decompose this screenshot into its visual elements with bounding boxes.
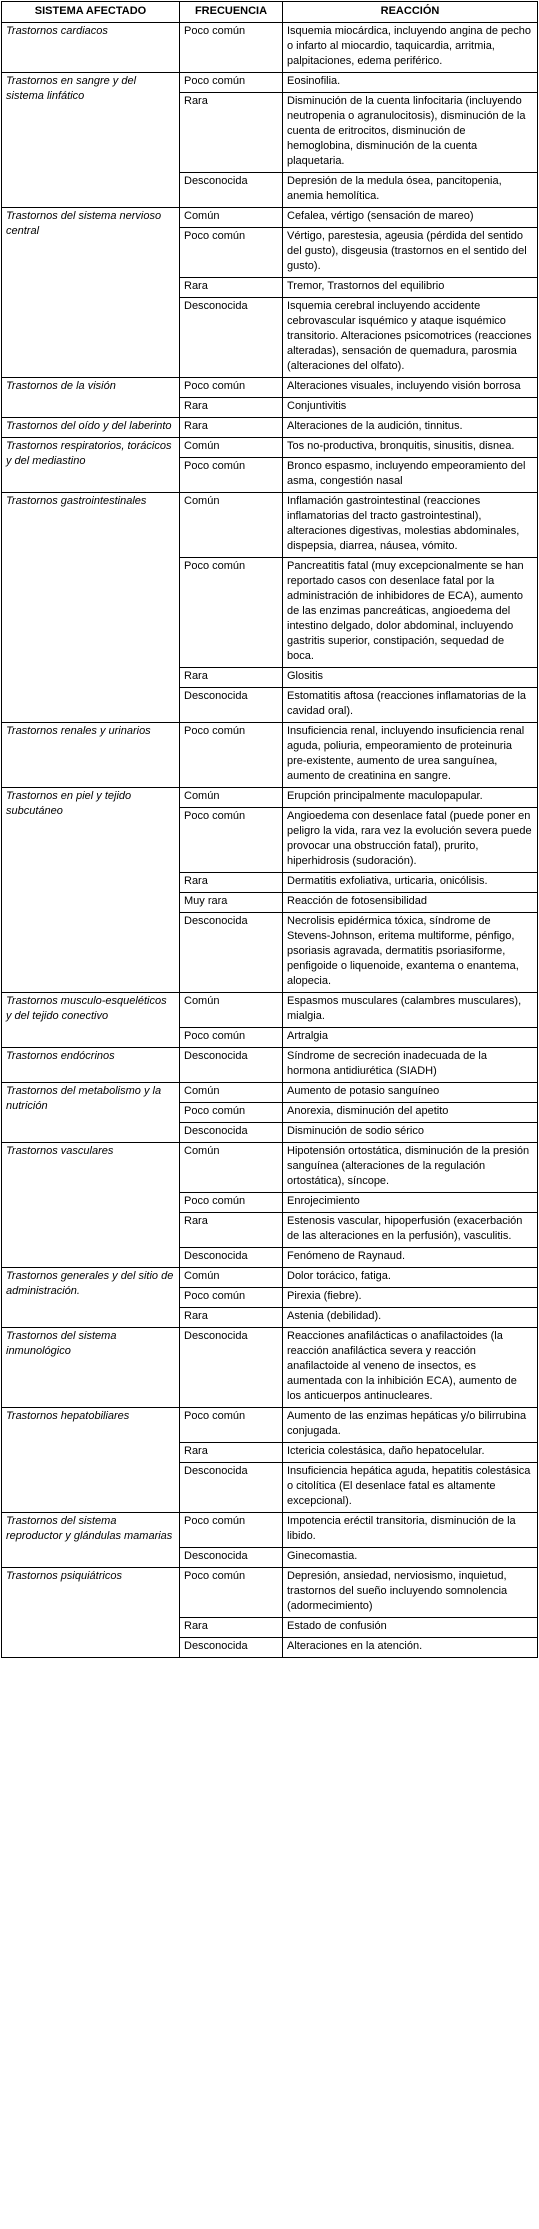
reaction-cell: Estenosis vascular, hipoperfusión (exacerbación de las alteraciones en la perfusión), vasculitis. <box>283 1213 538 1248</box>
system-cell: Trastornos en sangre y del sistema linfático <box>2 73 180 208</box>
reaction-cell: Inflamación gastrointestinal (reacciones inflamatorias del tracto gastrointestinal), alteraciones digestivas, molestias abdominales, dispepsia, diarrea, náusea, vómito. <box>283 493 538 558</box>
table-row <box>2 1568 538 1618</box>
reaction-cell: Aumento de potasio sanguíneo <box>283 1083 538 1103</box>
system-cell: Trastornos musculo-esqueléticos y del tejido conectivo <box>2 993 180 1048</box>
frequency-cell: Poco común <box>180 1103 283 1123</box>
frequency-cell: Rara <box>180 668 283 688</box>
reaction-cell: Estomatitis aftosa (reacciones inflamatorias de la cavidad oral). <box>283 688 538 723</box>
reaction-cell: Pancreatitis fatal (muy excepcionalmente se han reportado casos con desenlace fatal por la administración de inhibidores de ECA), aumento de las enzimas pancreáticas, angioedema del intestino delgado, dolor abdominal, incluyendo gastritis superior, constipación, sequedad de boca. <box>283 558 538 668</box>
reaction-cell: Alteraciones de la audición, tinnitus. <box>283 418 538 438</box>
frequency-cell: Desconocida <box>180 913 283 993</box>
reaction-cell: Reacción de fotosensibilidad <box>283 893 538 913</box>
system-cell: Trastornos endócrinos <box>2 1048 180 1083</box>
reaction-cell: Artralgia <box>283 1028 538 1048</box>
system-cell: Trastornos renales y urinarios <box>2 723 180 788</box>
table-row <box>2 788 538 808</box>
frequency-cell: Poco común <box>180 228 283 278</box>
reaction-cell: Eosinofilia. <box>283 73 538 93</box>
system-cell: Trastornos hepatobiliares <box>2 1408 180 1513</box>
table-row <box>2 1083 538 1103</box>
table-row <box>2 493 538 558</box>
reaction-cell: Erupción principalmente maculopapular. <box>283 788 538 808</box>
frequency-cell: Poco común <box>180 1288 283 1308</box>
frequency-cell: Desconocida <box>180 1638 283 1658</box>
table-row <box>2 1143 538 1193</box>
frequency-cell: Rara <box>180 1443 283 1463</box>
system-cell: Trastornos de la visión <box>2 378 180 418</box>
frequency-cell: Poco común <box>180 808 283 873</box>
reaction-cell: Disminución de la cuenta linfocitaria (incluyendo neutropenia o agranulocitosis), disminución de la cuenta de eritrocitos, disminución de hemoglobina, disminución de la cuenta plaquetaria. <box>283 93 538 173</box>
reaction-cell: Fenómeno de Raynaud. <box>283 1248 538 1268</box>
reaction-cell: Pirexia (fiebre). <box>283 1288 538 1308</box>
reaction-cell: Tos no-productiva, bronquitis, sinusitis, disnea. <box>283 438 538 458</box>
frequency-cell: Rara <box>180 278 283 298</box>
frequency-cell: Común <box>180 438 283 458</box>
reaction-cell: Isquemia miocárdica, incluyendo angina de pecho o infarto al miocardio, taquicardia, arritmia, palpitaciones, edema periférico. <box>283 23 538 73</box>
frequency-cell: Desconocida <box>180 298 283 378</box>
reaction-cell: Insuficiencia renal, incluyendo insuficiencia renal aguda, poliuria, empeoramiento de proteinuria pre-existente, aumento de urea sanguínea, aumento de creatinina en sangre. <box>283 723 538 788</box>
frequency-cell: Común <box>180 1143 283 1193</box>
frequency-cell: Muy rara <box>180 893 283 913</box>
table-row <box>2 418 538 438</box>
frequency-cell: Común <box>180 1083 283 1103</box>
header-frequency: FRECUENCIA <box>180 2 283 23</box>
reaction-cell: Insuficiencia hepática aguda, hepatitis colestásica o citolítica (El desenlace fatal es altamente excepcional). <box>283 1463 538 1513</box>
system-cell: Trastornos del sistema reproductor y glándulas mamarias <box>2 1513 180 1568</box>
reaction-cell: Disminución de sodio sérico <box>283 1123 538 1143</box>
table-body <box>2 23 538 1658</box>
reaction-cell: Isquemia cerebral incluyendo accidente cebrovascular isquémico y ataque isquémico transitorio. Alteraciones psicomotrices (reacciones alteradas), sensación de quemadura, parosmia (alteraciones del olfato). <box>283 298 538 378</box>
frequency-cell: Común <box>180 1268 283 1288</box>
reaction-cell: Alteraciones en la atención. <box>283 1638 538 1658</box>
table-row <box>2 1048 538 1083</box>
reaction-cell: Alteraciones visuales, incluyendo visión borrosa <box>283 378 538 398</box>
frequency-cell: Desconocida <box>180 1248 283 1268</box>
frequency-cell: Poco común <box>180 73 283 93</box>
system-cell: Trastornos cardiacos <box>2 23 180 73</box>
reaction-cell: Aumento de las enzimas hepáticas y/o bilirrubina conjugada. <box>283 1408 538 1443</box>
frequency-cell: Común <box>180 788 283 808</box>
header-reaction: REACCIÓN <box>283 2 538 23</box>
reaction-cell: Conjuntivitis <box>283 398 538 418</box>
table-row <box>2 1513 538 1548</box>
frequency-cell: Común <box>180 493 283 558</box>
frequency-cell: Desconocida <box>180 173 283 208</box>
reaction-cell: Ictericia colestásica, daño hepatocelular. <box>283 1443 538 1463</box>
system-cell: Trastornos en piel y tejido subcutáneo <box>2 788 180 993</box>
reaction-cell: Angioedema con desenlace fatal (puede poner en peligro la vida, rara vez la evolución severa puede provocar una obstrucción fatal), prurito, hiperhidrosis (sudoración). <box>283 808 538 873</box>
reaction-cell: Espasmos musculares (calambres musculares), mialgia. <box>283 993 538 1028</box>
reaction-cell: Estado de confusión <box>283 1618 538 1638</box>
reaction-cell: Enrojecimiento <box>283 1193 538 1213</box>
frequency-cell: Poco común <box>180 723 283 788</box>
frequency-cell: Poco común <box>180 1193 283 1213</box>
reaction-cell: Cefalea, vértigo (sensación de mareo) <box>283 208 538 228</box>
frequency-cell: Desconocida <box>180 688 283 723</box>
frequency-cell: Poco común <box>180 458 283 493</box>
frequency-cell: Rara <box>180 873 283 893</box>
frequency-cell: Poco común <box>180 558 283 668</box>
frequency-cell: Rara <box>180 398 283 418</box>
reaction-cell: Reacciones anafilácticas o anafilactoides (la reacción anafiláctica severa y reacción anafilactoide al veneno de insectos, es aumentada con la inhibición ECA), aumento de los anticuerpos antinucleares. <box>283 1328 538 1408</box>
reaction-cell: Astenia (debilidad). <box>283 1308 538 1328</box>
system-cell: Trastornos gastrointestinales <box>2 493 180 723</box>
reaction-cell: Vértigo, parestesia, ageusia (pérdida del sentido del gusto), disgeusia (trastornos en el sentido del gusto). <box>283 228 538 278</box>
frequency-cell: Poco común <box>180 378 283 398</box>
reaction-cell: Dermatitis exfoliativa, urticaria, onicólisis. <box>283 873 538 893</box>
system-cell: Trastornos psiquiátricos <box>2 1568 180 1658</box>
frequency-cell: Poco común <box>180 23 283 73</box>
system-cell: Trastornos respiratorios, torácicos y del mediastino <box>2 438 180 493</box>
frequency-cell: Desconocida <box>180 1123 283 1143</box>
frequency-cell: Poco común <box>180 1028 283 1048</box>
system-cell: Trastornos del oído y del laberinto <box>2 418 180 438</box>
frequency-cell: Rara <box>180 1618 283 1638</box>
system-cell: Trastornos generales y del sitio de administración. <box>2 1268 180 1328</box>
reaction-cell: Impotencia eréctil transitoria, disminución de la libido. <box>283 1513 538 1548</box>
table-row <box>2 208 538 228</box>
reaction-cell: Necrolisis epidérmica tóxica, síndrome de Stevens-Johnson, eritema multiforme, pénfigo, psoriasis agravada, dermatitis psoriasiforme, penfigoide o liquenoide, exantema o enantema, alopecia. <box>283 913 538 993</box>
reaction-cell: Glositis <box>283 668 538 688</box>
table-header-row <box>2 2 538 23</box>
frequency-cell: Común <box>180 993 283 1028</box>
reaction-cell: Hipotensión ortostática, disminución de la presión sanguínea (alteraciones de la regulación ortostática), síncope. <box>283 1143 538 1193</box>
adverse-reactions-table <box>1 1 538 1658</box>
frequency-cell: Rara <box>180 93 283 173</box>
frequency-cell: Desconocida <box>180 1463 283 1513</box>
reaction-cell: Ginecomastia. <box>283 1548 538 1568</box>
table-row <box>2 723 538 788</box>
table-row <box>2 1268 538 1288</box>
frequency-cell: Rara <box>180 418 283 438</box>
reaction-cell: Anorexia, disminución del apetito <box>283 1103 538 1123</box>
frequency-cell: Poco común <box>180 1408 283 1443</box>
table-row <box>2 1408 538 1443</box>
system-cell: Trastornos del sistema inmunológico <box>2 1328 180 1408</box>
reaction-cell: Bronco espasmo, incluyendo empeoramiento del asma, congestión nasal <box>283 458 538 493</box>
table-row <box>2 378 538 398</box>
table-row <box>2 438 538 458</box>
frequency-cell: Desconocida <box>180 1048 283 1083</box>
frequency-cell: Rara <box>180 1308 283 1328</box>
frequency-cell: Desconocida <box>180 1548 283 1568</box>
system-cell: Trastornos del metabolismo y la nutrición <box>2 1083 180 1143</box>
reaction-cell: Dolor torácico, fatiga. <box>283 1268 538 1288</box>
frequency-cell: Poco común <box>180 1568 283 1618</box>
frequency-cell: Poco común <box>180 1513 283 1548</box>
table-row <box>2 1328 538 1408</box>
reaction-cell: Tremor, Trastornos del equilibrio <box>283 278 538 298</box>
table-row <box>2 73 538 93</box>
reaction-cell: Síndrome de secreción inadecuada de la hormona antidiurética (SIADH) <box>283 1048 538 1083</box>
frequency-cell: Común <box>180 208 283 228</box>
reaction-cell: Depresión, ansiedad, nerviosismo, inquietud, trastornos del sueño incluyendo somnolencia (adormecimiento) <box>283 1568 538 1618</box>
system-cell: Trastornos del sistema nervioso central <box>2 208 180 378</box>
frequency-cell: Rara <box>180 1213 283 1248</box>
reaction-cell: Depresión de la medula ósea, pancitopenia, anemia hemolítica. <box>283 173 538 208</box>
table-row <box>2 993 538 1028</box>
system-cell: Trastornos vasculares <box>2 1143 180 1268</box>
frequency-cell: Desconocida <box>180 1328 283 1408</box>
table-row <box>2 23 538 73</box>
header-system: SISTEMA AFECTADO <box>2 2 180 23</box>
